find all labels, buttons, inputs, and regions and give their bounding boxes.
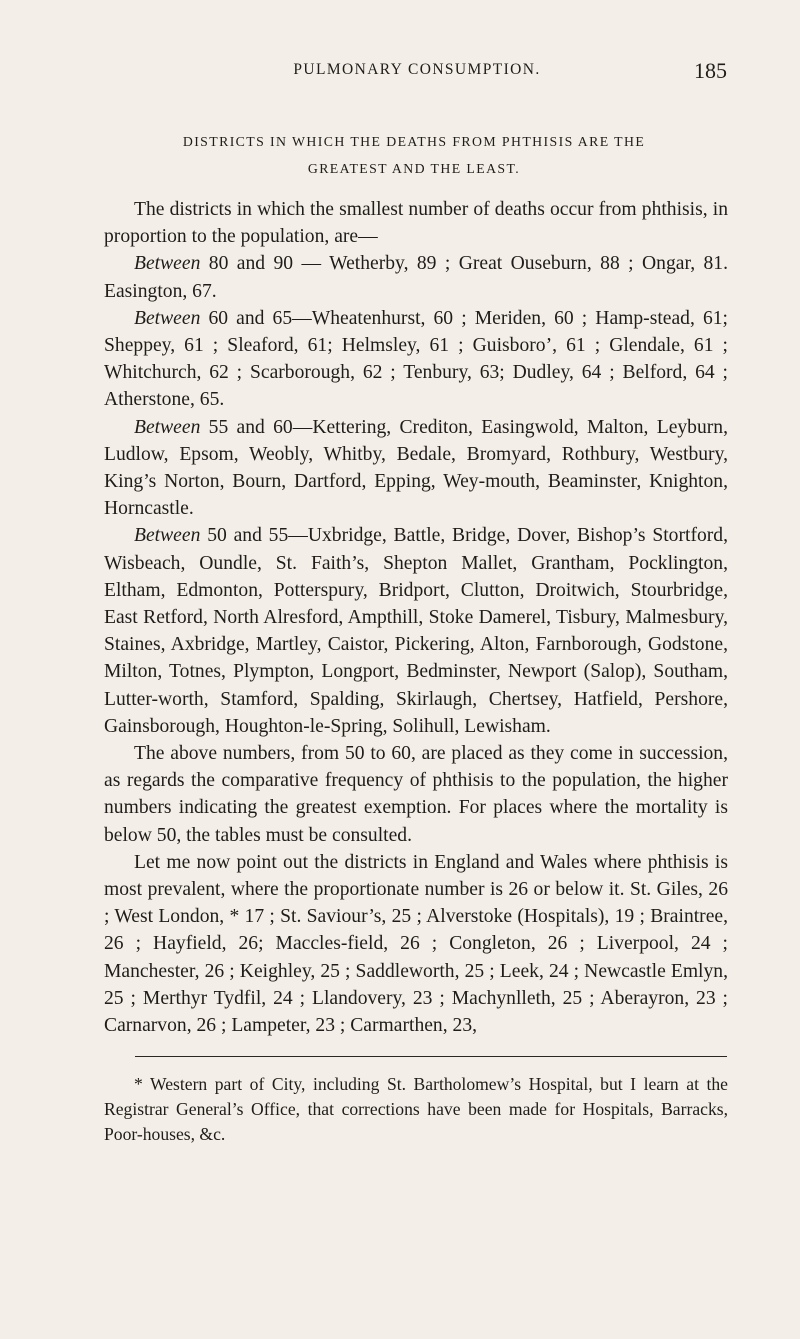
paragraph-lead: Between	[134, 307, 201, 329]
paragraph-most-prevalent	[104, 849, 728, 1039]
paragraph-text: 50 and 55—Uxbridge, Battle, Bridge, Dover, Bishop’s Stortford, Wisbeach, Oundle, St. Faith’s, Shepton Mallet, Grantham, Pocklington, Eltham, Edmonton, Potterspury, Bridport, Clutton, Droitwich, Stourbridge, East Retford, North Alresford, Ampthill, Stoke Damerel, Tisbury, Malmesbury, Staines, Axbridge, Martley, Caistor, Pickering, Alton, Farnborough, Godstone, Milton, Totnes, Plympton, Longport, Bedminster, Newport (Salop), Southam, Lutter-worth, Stamford, Spalding, Skirlaugh, Chertsey, Hatfield, Pershore, Gainsborough, Houghton-le-Spring, Solihull, Lewisham.	[104, 525, 728, 737]
running-title: PULMONARY CONSUMPTION.	[293, 61, 541, 78]
paragraph-text: 60 and 65—Wheatenhurst, 60 ; Meriden, 60 ; Hamp-stead, 61; Sheppey, 61 ; Sleaford, 61; Helmsley, 61 ; Guisboro’, 61 ; Glendale, 61 ; Whitchurch, 62 ; Scarborough, 62 ; Tenbury, 63; Dudley, 64 ; Belford, 64 ; Atherstone, 65.	[104, 307, 728, 411]
paragraph-text: The districts in which the smallest number of deaths occur from phthisis, in proportion to the population, are—	[104, 199, 728, 248]
paragraph-lead: Between	[134, 253, 201, 275]
paragraph-intro	[104, 196, 728, 250]
paragraph-above-numbers	[104, 740, 728, 849]
footnote-text: * Western part of City, including St. Bartholomew’s Hospital, but I learn at the Registrar General’s Office, that corrections have been made for Hospitals, Barracks, Poor-houses, &c.	[104, 1074, 728, 1144]
paragraph-lead: Between	[134, 525, 201, 547]
body-text	[104, 196, 728, 1039]
paragraph-60-65	[104, 305, 728, 414]
paragraph-50-55	[104, 522, 728, 740]
section-heading	[100, 128, 728, 182]
paragraph-text: Let me now point out the districts in England and Wales where phthisis is most prevalent, where the proportionate number is 26 or below it. St. Giles, 26 ; West London, * 17 ; St. Saviour’s, 25 ; Alverstoke (Hospitals), 19 ; Braintree, 26 ; Hayfield, 26; Maccles-field, 26 ; Congleton, 26 ; Liverpool, 24 ; Manchester, 26 ; Keighley, 25 ; Saddleworth, 25 ; Leek, 24 ; Newcastle Emlyn, 25 ; Merthyr Tydfil, 24 ; Llandovery, 23 ; Machynlleth, 25 ; Aberayron, 23 ; Carnarvon, 26 ; Lampeter, 23 ; Carmarthen, 23,	[104, 851, 728, 1037]
footnote-rule	[135, 1056, 727, 1057]
footnote	[104, 1072, 728, 1147]
paragraph-text: The above numbers, from 50 to 60, are placed as they come in succession, as regards the comparative frequency of phthisis to the population, the higher numbers indicating the greatest exemption. For places where the mortality is below 50, the tables must be consulted.	[104, 743, 728, 846]
section-heading-line-1: DISTRICTS IN WHICH THE DEATHS FROM PHTHISIS ARE THE	[182, 134, 646, 149]
paragraph-55-60	[104, 414, 728, 523]
paragraph-80-90	[104, 250, 728, 304]
section-heading-line-2: GREATEST AND THE LEAST.	[307, 161, 521, 176]
paragraph-text: 55 and 60—Kettering, Crediton, Easingwold, Malton, Leyburn, Ludlow, Epsom, Weobly, Whitby, Bedale, Bromyard, Rothbury, Westbury, King’s Norton, Bourn, Dartford, Epping, Wey-mouth, Beaminster, Knighton, Horncastle.	[104, 416, 728, 520]
paragraph-lead: Between	[134, 416, 201, 438]
page-number: 185	[694, 58, 727, 83]
running-head	[107, 58, 727, 84]
paragraph-text: 80 and 90 — Wetherby, 89 ; Great Ouseburn, 88 ; Ongar, 81. Easington, 67.	[104, 253, 728, 302]
